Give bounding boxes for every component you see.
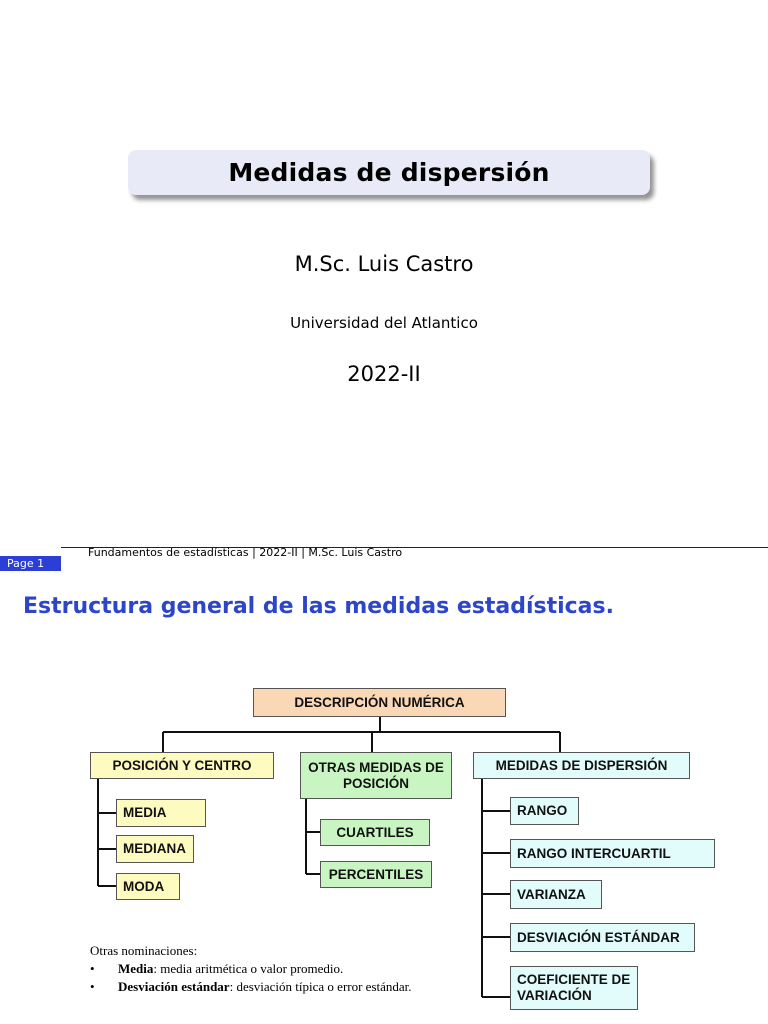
note-desc-media: : media aritmética o valor promedio.: [153, 961, 344, 976]
node-varianza: VARIANZA: [510, 880, 602, 909]
node-posicion-centro: POSICIÓN Y CENTRO: [90, 752, 274, 779]
slide-title: Medidas de dispersión: [228, 158, 550, 187]
node-coeficiente-variacion: COEFICIENTE DE VARIACIÓN: [510, 966, 638, 1010]
term-label: 2022-II: [347, 362, 421, 386]
section-title: Estructura general de las medidas estadísticas.: [23, 594, 614, 619]
note-item-media: [90, 960, 412, 978]
footer-text: Fundamentos de estadísticas | 2022-II | M.Sc. Luis Castro: [88, 546, 403, 559]
node-moda: MODA: [116, 873, 180, 900]
node-rango: RANGO: [510, 797, 579, 825]
node-otras-medidas-posicion: OTRAS MEDIDAS DE POSICIÓN: [300, 752, 452, 799]
author-name: M.Sc. Luis Castro: [294, 252, 474, 276]
node-desviacion-estandar: DESVIACIÓN ESTÁNDAR: [510, 923, 695, 952]
note-term-desviacion: Desviación estándar: [118, 979, 230, 994]
node-percentiles: PERCENTILES: [320, 861, 432, 888]
note-desc-desviacion: : desviación típica o error estándar.: [229, 979, 412, 994]
note-item-desviacion: [90, 978, 412, 996]
notes-heading: Otras nominaciones:: [90, 943, 198, 958]
institution-name: Universidad del Atlantico: [290, 314, 478, 332]
node-descripcion-numerica: DESCRIPCIÓN NUMÉRICA: [253, 688, 506, 717]
title-box: [128, 150, 650, 195]
page-badge: Page 1: [0, 556, 61, 571]
node-mediana: MEDIANA: [116, 835, 194, 863]
node-medidas-dispersion: MEDIDAS DE DISPERSIÓN: [473, 752, 690, 779]
node-rango-intercuartil: RANGO INTERCUARTIL: [510, 839, 715, 868]
node-cuartiles: CUARTILES: [320, 819, 430, 846]
node-media: MEDIA: [116, 799, 206, 827]
notes-block: [90, 942, 412, 996]
bullet: •: [90, 961, 95, 976]
note-term-media: Media: [118, 961, 154, 976]
bullet: •: [90, 979, 95, 994]
